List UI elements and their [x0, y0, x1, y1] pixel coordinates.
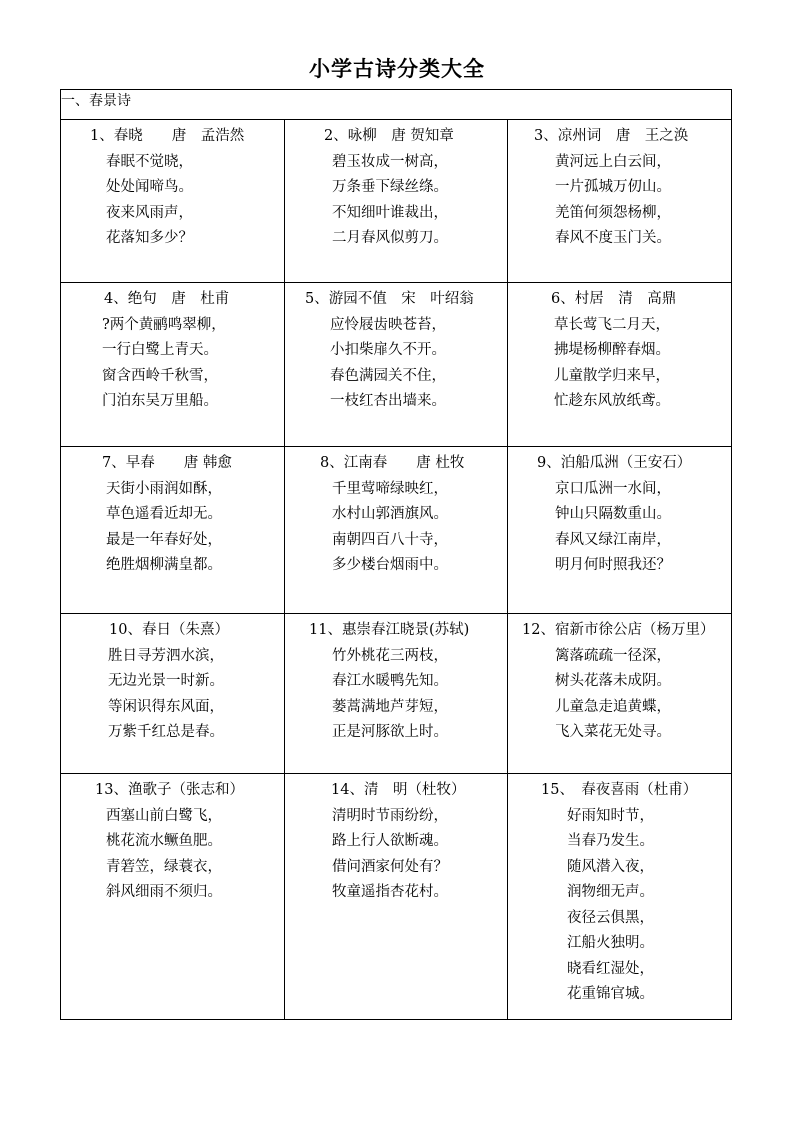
poem-line: 春眠不觉晓，	[106, 153, 193, 170]
poem-cell	[508, 447, 732, 614]
poem-cell	[285, 283, 508, 447]
poem-line: 无边光景一时新。	[108, 673, 224, 689]
poem-block	[508, 614, 731, 746]
poem-line: 斜风细雨不须归。	[106, 884, 222, 900]
poem-title: 3、凉州词 唐 王之涣	[534, 128, 689, 144]
poem-block	[61, 614, 284, 746]
poem-line: 拂堤杨柳醉春烟。	[554, 342, 670, 358]
poem-cell	[61, 447, 285, 614]
poem-block	[508, 447, 731, 579]
poem-line: 夜来风雨声，	[106, 204, 193, 221]
poem-title: 5、游园不值 宋 叶绍翁	[305, 291, 474, 307]
poem-line: 黄河远上白云间，	[555, 153, 671, 170]
poem-line: 草色遥看近却无。	[106, 506, 222, 522]
poem-title: 15、 春夜喜雨（杜甫）	[541, 782, 698, 798]
poem-title: 13、渔歌子（张志和）	[95, 782, 244, 798]
poem-title: 9、泊船瓜洲（王安石）	[537, 455, 692, 471]
poem-cell	[285, 447, 508, 614]
poem-line: 儿童急走追黄蝶，	[555, 698, 671, 715]
poem-line: 处处闻啼鸟。	[106, 179, 193, 195]
poem-line: 花落知多少？	[106, 230, 193, 246]
poem-line: 好雨知时节，	[567, 807, 654, 824]
page-title: 小学古诗分类大全	[309, 56, 485, 81]
poem-cell	[285, 774, 508, 1020]
poem-line: 江船火独明。	[567, 935, 654, 951]
poem-line: 忙趁东风放纸鸢。	[554, 393, 670, 409]
poem-line: 天街小雨润如酥，	[106, 480, 222, 497]
poem-line: 一片孤城万仞山。	[555, 179, 671, 195]
poem-title: 7、早春 唐 韩愈	[102, 455, 232, 471]
poem-line: 水村山郭酒旗风。	[332, 506, 448, 522]
poem-block	[285, 283, 507, 415]
poem-title: 11、惠崇春江晓景(苏轼)	[309, 622, 470, 638]
poem-line: 花重锦官城。	[567, 986, 654, 1002]
poem-cell	[61, 774, 285, 1020]
poem-line: 钟山只隔数重山。	[555, 506, 671, 522]
poem-line: 南朝四百八十寺，	[332, 531, 448, 548]
poem-table	[60, 89, 732, 1020]
poem-title: 2、咏柳 唐 贺知章	[324, 128, 454, 144]
poem-line: 正是河豚欲上时。	[332, 724, 448, 740]
poem-line: 西塞山前白鹭飞，	[106, 807, 222, 824]
poem-block	[61, 774, 284, 906]
poem-line: 蒌蒿满地芦芽短，	[332, 698, 448, 715]
poem-line: 春江水暖鸭先知。	[332, 673, 448, 689]
poem-line: 春风又绿江南岸，	[555, 531, 671, 548]
poem-line: 万紫千红总是春。	[108, 724, 224, 740]
poem-line: 竹外桃花三两枝，	[332, 647, 448, 664]
poem-line: 春色满园关不住，	[330, 367, 446, 384]
poem-line: 春风不度玉门关。	[555, 230, 671, 246]
poem-line: 晓看红湿处，	[567, 960, 654, 977]
poem-line: 羌笛何须怨杨柳，	[555, 204, 671, 221]
poem-title: 12、宿新市徐公店（杨万里）	[522, 622, 715, 638]
poem-line: 门泊东吴万里船。	[102, 393, 218, 409]
poem-line: 青箬笠，绿蓑衣，	[106, 858, 222, 875]
section-header-row	[61, 90, 732, 120]
poem-line: 等闲识得东风面，	[108, 698, 224, 715]
poem-title: 1、春晓 唐 孟浩然	[90, 128, 245, 144]
poem-row	[61, 774, 732, 1020]
poem-line: 一枝红杏出墙来。	[330, 393, 446, 409]
poem-line: ?两个黄鹂鸣翠柳，	[102, 316, 226, 333]
poem-line: 清明时节雨纷纷，	[332, 807, 448, 824]
poem-row	[61, 120, 732, 283]
poem-line: 草长莺飞二月天，	[554, 316, 670, 333]
poem-line: 胜日寻芳泗水滨，	[108, 647, 224, 664]
poem-title: 6、村居 清 高鼎	[551, 291, 677, 307]
poem-block	[61, 447, 284, 579]
poem-line: 桃花流水鳜鱼肥。	[106, 833, 222, 849]
poem-line: 篱落疏疏一径深，	[555, 647, 671, 664]
poem-cell	[285, 614, 508, 774]
poem-line: 万条垂下绿丝绦。	[332, 179, 448, 195]
poem-cell	[508, 774, 732, 1020]
poem-line: 润物细无声。	[567, 884, 654, 900]
poem-row	[61, 447, 732, 614]
poem-cell	[285, 120, 508, 283]
poem-line: 多少楼台烟雨中。	[332, 557, 448, 573]
poem-line: 牧童遥指杏花村。	[332, 884, 448, 900]
poem-block	[285, 614, 507, 746]
section-heading: 一、春景诗	[61, 90, 732, 120]
poem-line: 飞入菜花无处寻。	[555, 724, 671, 740]
poem-block	[61, 120, 284, 252]
poem-block	[508, 774, 731, 1008]
poem-title: 8、江南春 唐 杜牧	[320, 455, 465, 471]
poem-block	[285, 774, 507, 906]
poem-cell	[61, 120, 285, 283]
poem-line: 千里莺啼绿映红，	[332, 480, 448, 497]
poem-line: 路上行人欲断魂。	[332, 833, 448, 849]
poem-cell	[508, 614, 732, 774]
poem-line: 碧玉妆成一树高，	[332, 153, 448, 170]
poem-line: 京口瓜洲一水间，	[555, 480, 671, 497]
poem-line: 儿童散学归来早，	[554, 367, 670, 384]
poem-row	[61, 614, 732, 774]
poem-cell	[61, 614, 285, 774]
poem-line: 应怜屐齿映苍苔，	[330, 316, 446, 333]
poem-title: 10、春日（朱熹）	[109, 622, 229, 638]
poem-line: 最是一年春好处，	[106, 531, 222, 548]
poem-block	[285, 447, 507, 579]
poem-line: 一行白鹭上青天。	[102, 342, 218, 358]
poem-line: 窗含西岭千秋雪，	[102, 367, 218, 384]
poem-cell	[508, 283, 732, 447]
poem-line: 树头花落未成阴。	[555, 673, 671, 689]
poem-row	[61, 283, 732, 447]
poem-line: 绝胜烟柳满皇都。	[106, 557, 222, 573]
poem-line: 小扣柴扉久不开。	[330, 342, 446, 358]
poem-block	[508, 283, 731, 415]
poem-line: 明月何时照我还？	[555, 557, 671, 573]
poem-block	[508, 120, 731, 252]
poem-line: 当春乃发生。	[567, 833, 654, 849]
poem-title: 4、绝句 唐 杜甫	[104, 291, 230, 307]
poem-cell	[508, 120, 732, 283]
poem-title: 14、清 明（杜牧）	[331, 782, 466, 798]
poem-block	[61, 283, 284, 415]
poem-line: 二月春风似剪刀。	[332, 230, 448, 246]
poem-cell	[61, 283, 285, 447]
poem-line: 夜径云俱黑，	[567, 909, 654, 926]
poem-line: 借问酒家何处有？	[332, 858, 448, 875]
poem-line: 随风潜入夜，	[567, 858, 654, 875]
poem-line: 不知细叶谁裁出，	[332, 204, 448, 221]
poem-block	[285, 120, 507, 252]
